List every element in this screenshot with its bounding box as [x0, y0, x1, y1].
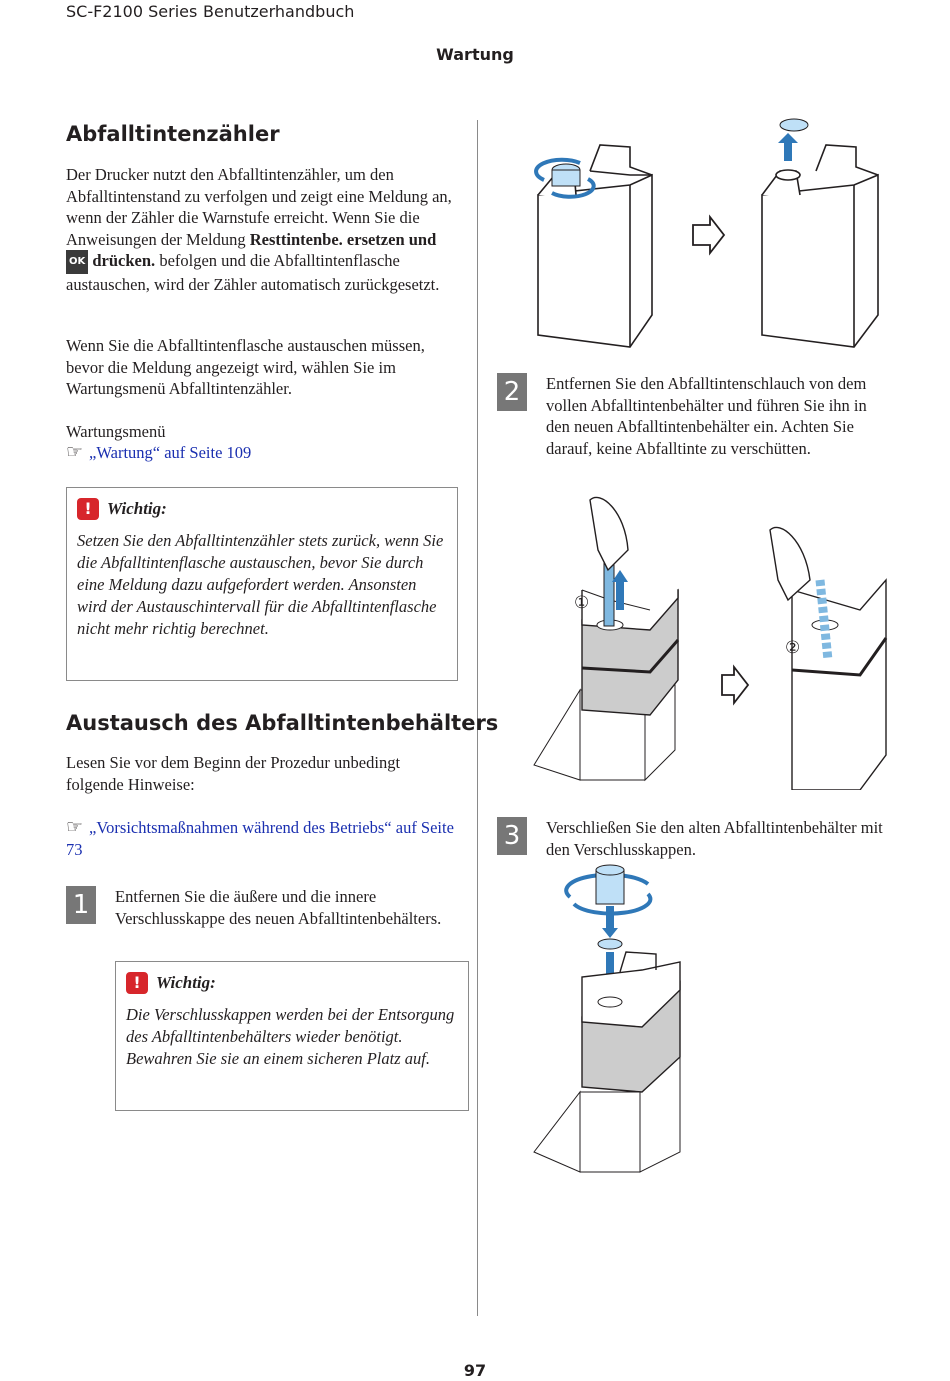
hand-icon	[590, 497, 628, 570]
link-text[interactable]: „Wartung“ auf Seite 109	[89, 443, 252, 462]
paragraph-replace-intro: Lesen Sie vor dem Beginn der Prozedur unbedingt folgende Hinweise:	[66, 753, 401, 794]
paragraph-manual-replace: Wenn Sie die Abfalltintenflasche austauschen müssen, bevor die Meldung angezeigt wird, wählen Sie im Wartungsmenü Abfalltintenzähler.	[66, 336, 425, 398]
old-container	[534, 952, 680, 1172]
illustration-move-tube	[530, 490, 890, 790]
important-title: Wichtig:	[156, 973, 216, 992]
cap-lift-icon	[778, 119, 808, 161]
heading-waste-counter: Abfalltintenzähler	[66, 122, 280, 146]
hand-pointer-icon: ☞	[66, 441, 84, 463]
important-box-counter	[66, 487, 458, 681]
illustration-close-caps	[530, 862, 710, 1177]
step-2-text: Entfernen Sie den Abfalltintenschlauch von dem vollen Abfalltintenbehälter und führen Sie ihn in den neuen Abfalltintenbehälter ein. Achten Sie darauf, keine Abfalltinte zu verschütten.	[546, 374, 867, 458]
step-3-text: Verschließen Sie den alten Abfalltintenbehälter mit den Verschlusskappen.	[546, 818, 883, 859]
new-container-right	[762, 145, 878, 347]
message-text: Resttintenbe. ersetzen und	[249, 229, 437, 249]
step-number-3: 3	[497, 817, 527, 855]
message-action: drücken.	[92, 251, 156, 270]
page-number: 97	[463, 1361, 487, 1380]
important-box-caps	[115, 961, 469, 1111]
step-number-2: 2	[497, 373, 527, 411]
header-section-title: Wartung	[436, 45, 514, 64]
arrow-right-icon	[722, 667, 748, 703]
paragraph-text: Der Drucker nutzt den Abfalltintenzähler, um den Abfalltintenstand zu verfolgen und zeigt eine Meldung an, wenn der Zähler die Warnstufe erreicht. Wenn Sie die Anweisungen der Meldung	[66, 165, 452, 249]
hand-icon	[770, 527, 810, 600]
link-precautions[interactable]	[66, 817, 466, 860]
full-container	[534, 497, 678, 780]
important-title: Wichtig:	[107, 499, 167, 518]
arrow-right-icon	[693, 217, 724, 253]
paragraph-counter-intro	[66, 164, 461, 295]
important-text: Die Verschlusskappen werden bei der Entsorgung des Abfalltintenbehälters wieder benötigt. Bewahren Sie sie an einem sicheren Platz auf.	[126, 1005, 455, 1068]
hand-pointer-icon: ☞	[66, 816, 84, 838]
new-container	[770, 527, 886, 790]
link-text[interactable]: „Vorsichtsmaßnahmen während des Betriebs“ auf Seite 73	[66, 818, 454, 859]
ok-key-icon: OK	[66, 250, 88, 274]
header-manual-title: Benutzerhandbuch	[203, 2, 355, 21]
step-number-1: 1	[66, 886, 96, 924]
heading-replace-container: Austausch des Abfalltintenbehälters	[66, 711, 499, 735]
paragraph-menu: Wartungsmenü	[66, 422, 166, 441]
header-product: SC-F2100 Series	[66, 2, 198, 21]
warning-icon: !	[77, 498, 99, 520]
warning-icon: !	[126, 972, 148, 994]
link-maintenance[interactable]	[66, 442, 461, 464]
callout-2: ②	[785, 638, 801, 658]
callout-1: ①	[574, 593, 590, 613]
important-text: Setzen Sie den Abfalltintenzähler stets zurück, wenn Sie die Abfalltintenflasche austauschen, bevor Sie durch eine Meldung dazu aufgefordert werden. Ansonsten wird der Austauschintervall für die Abfalltintenflasche nicht mehr richtig berechnet.	[77, 531, 444, 638]
paragraph-text: befolgen und die Abfalltintenflasche austauschen, wird der Zähler automatisch zurückgesetzt.	[66, 251, 440, 294]
illustration-remove-caps	[530, 115, 890, 350]
step-1-text: Entfernen Sie die äußere und die innere Verschlusskappe des neuen Abfalltintenbehälters.	[115, 887, 442, 928]
